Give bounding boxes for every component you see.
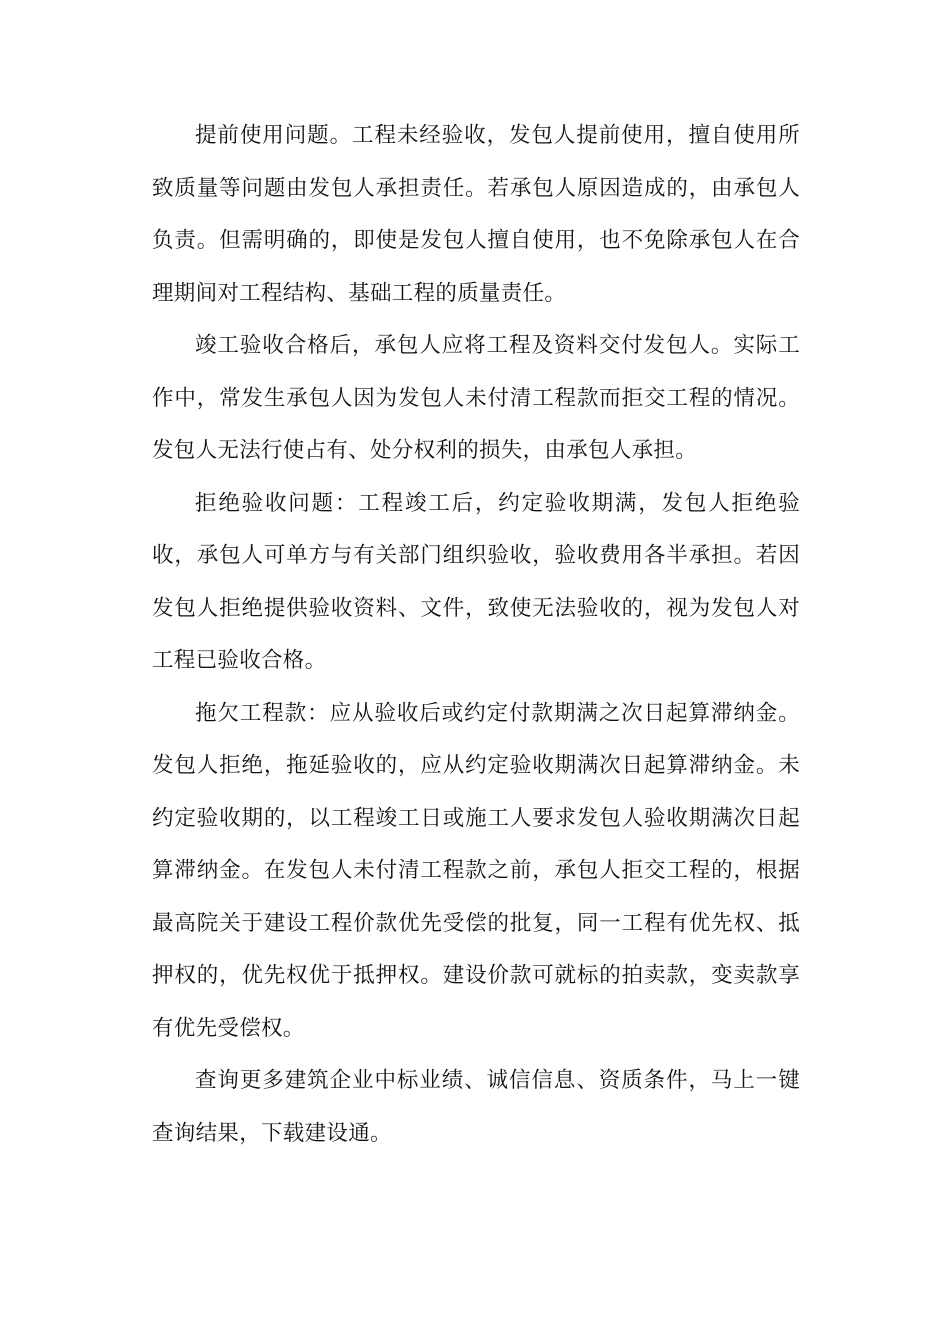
- paragraph-refuse-acceptance: 拒绝验收问题：工程竣工后，约定验收期满，发包人拒绝验收，承包人可单方与有关部门组织验收，验收费用各半承担。若因发包人拒绝提供验收资料、文件，致使无法验收的，视为发包人对工程已验收合格。: [152, 490, 800, 673]
- document-body: [152, 110, 800, 1160]
- paragraph-overdue-payment: 拖欠工程款：应从验收后或约定付款期满之次日起算滞纳金。发包人拒绝，拖延验收的，应从约定验收期满次日起算滞纳金。未约定验收期的，以工程竣工日或施工人要求发包人验收期满次日起算滞纳金。在发包人未付清工程款之前，承包人拒交工程的，根据最高院关于建设工程价款优先受偿的批复，同一工程有优先权、抵押权的，优先权优于抵押权。建设价款可就标的拍卖款，变卖款享有优先受偿权。: [152, 700, 800, 1041]
- paragraph-delivery: 竣工验收合格后，承包人应将工程及资料交付发包人。实际工作中，常发生承包人因为发包人未付清工程款而拒交工程的情况。发包人无法行使占有、处分权利的损失，由承包人承担。: [152, 333, 800, 463]
- paragraph-promotion: 查询更多建筑企业中标业绩、诚信信息、资质条件，马上一键查询结果，下载建设通。: [152, 1068, 800, 1146]
- paragraph-early-use: 提前使用问题。工程未经验收，发包人提前使用，擅自使用所致质量等问题由发包人承担责任。若承包人原因造成的，由承包人负责。但需明确的，即使是发包人擅自使用，也不免除承包人在合理期间对工程结构、基础工程的质量责任。: [152, 123, 800, 306]
